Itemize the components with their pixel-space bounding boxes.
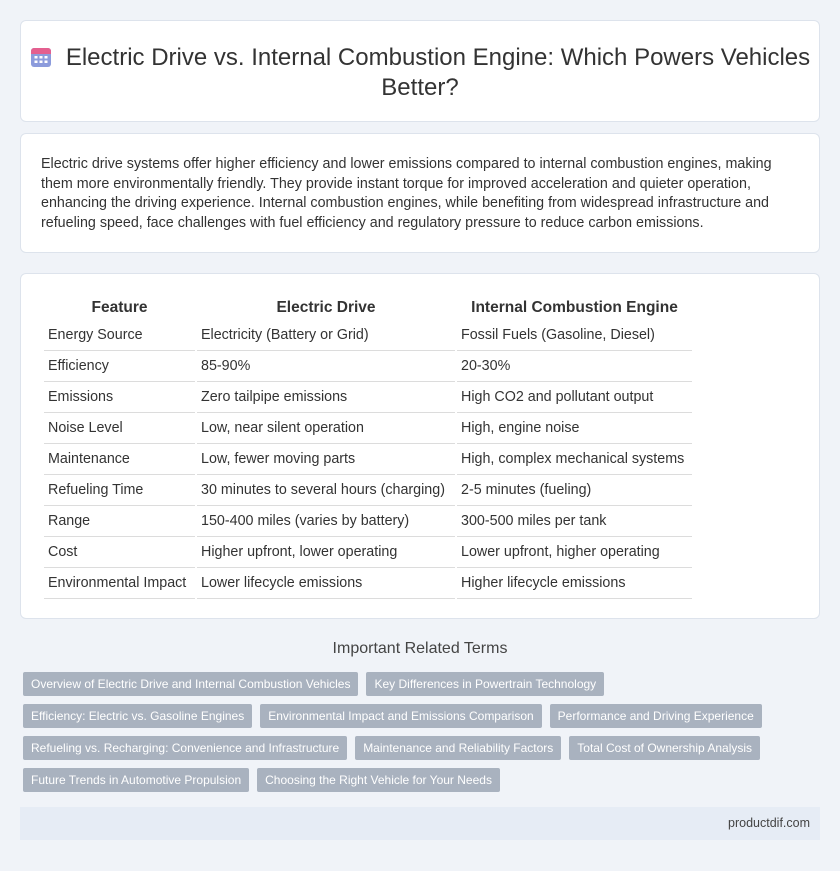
cell-ice: High, engine noise (457, 413, 692, 444)
cell-ice: 20-30% (457, 351, 692, 382)
table-row (44, 413, 692, 444)
table-row (44, 382, 692, 413)
footer-site-label[interactable]: productdif.com (728, 816, 810, 830)
cell-feature: Emissions (44, 382, 195, 413)
page-title (21, 43, 819, 103)
related-term-tag[interactable]: Choosing the Right Vehicle for Your Needs (257, 768, 500, 792)
cell-feature: Energy Source (44, 320, 195, 351)
title-card (20, 20, 820, 122)
cell-ice: Fossil Fuels (Gasoline, Diesel) (457, 320, 692, 351)
related-term-tag[interactable]: Refueling vs. Recharging: Convenience and Infrastructure (23, 736, 347, 760)
cell-feature: Environmental Impact (44, 568, 195, 599)
cell-electric: Higher upfront, lower operating (197, 537, 455, 568)
cell-ice: Lower upfront, higher operating (457, 537, 692, 568)
cell-feature: Refueling Time (44, 475, 195, 506)
cell-feature: Maintenance (44, 444, 195, 475)
related-term-tag[interactable]: Key Differences in Powertrain Technology (366, 672, 604, 696)
cell-electric: Low, fewer moving parts (197, 444, 455, 475)
cell-ice: Higher lifecycle emissions (457, 568, 692, 599)
cell-electric: Zero tailpipe emissions (197, 382, 455, 413)
table-row (44, 506, 692, 537)
related-term-tag[interactable]: Performance and Driving Experience (550, 704, 762, 728)
related-term-tag[interactable]: Environmental Impact and Emissions Comparison (260, 704, 541, 728)
related-term-tag[interactable]: Overview of Electric Drive and Internal Combustion Vehicles (23, 672, 358, 696)
cell-electric: Lower lifecycle emissions (197, 568, 455, 599)
comparison-card (20, 273, 820, 619)
cell-feature: Range (44, 506, 195, 537)
cell-feature: Cost (44, 537, 195, 568)
cell-electric: Low, near silent operation (197, 413, 455, 444)
cell-electric: 30 minutes to several hours (charging) (197, 475, 455, 506)
table-row (44, 320, 692, 351)
related-term-tag[interactable]: Maintenance and Reliability Factors (355, 736, 561, 760)
cell-electric: 85-90% (197, 351, 455, 382)
calendar-icon (30, 46, 52, 68)
table-row (44, 568, 692, 599)
header-ice: Internal Combustion Engine (471, 299, 678, 316)
related-term-tag[interactable]: Future Trends in Automotive Propulsion (23, 768, 249, 792)
related-terms-list (23, 672, 813, 792)
comparison-table (42, 296, 694, 599)
table-header-row (44, 296, 692, 320)
related-term-tag[interactable]: Efficiency: Electric vs. Gasoline Engines (23, 704, 252, 728)
cell-ice: High, complex mechanical systems (457, 444, 692, 475)
intro-card (20, 133, 820, 253)
cell-ice: 2-5 minutes (fueling) (457, 475, 692, 506)
intro-paragraph: Electric drive systems offer higher efficiency and lower emissions compared to internal combustion engines, making them more environmentally friendly. They provide instant torque for improved acceleration and quieter operation, enhancing the driving experience. Internal combustion engines, while benefiting from widespread infrastructure and refueling speed, face challenges with fuel efficiency and regulatory pressure to reduce carbon emissions. (41, 156, 772, 231)
table-row (44, 444, 692, 475)
related-terms-title: Important Related Terms (332, 640, 508, 657)
cell-feature: Noise Level (44, 413, 195, 444)
header-electric-drive: Electric Drive (276, 299, 376, 316)
table-row (44, 351, 692, 382)
table-row (44, 537, 692, 568)
footer (20, 807, 820, 840)
table-row (44, 475, 692, 506)
cell-feature: Efficiency (44, 351, 195, 382)
cell-ice: 300-500 miles per tank (457, 506, 692, 537)
page-title-text: Electric Drive vs. Internal Combustion Engine: Which Powers Vehicles Better? (65, 44, 811, 101)
cell-electric: Electricity (Battery or Grid) (197, 320, 455, 351)
cell-electric: 150-400 miles (varies by battery) (197, 506, 455, 537)
related-term-tag[interactable]: Total Cost of Ownership Analysis (569, 736, 760, 760)
cell-ice: High CO2 and pollutant output (457, 382, 692, 413)
header-feature: Feature (91, 299, 148, 316)
